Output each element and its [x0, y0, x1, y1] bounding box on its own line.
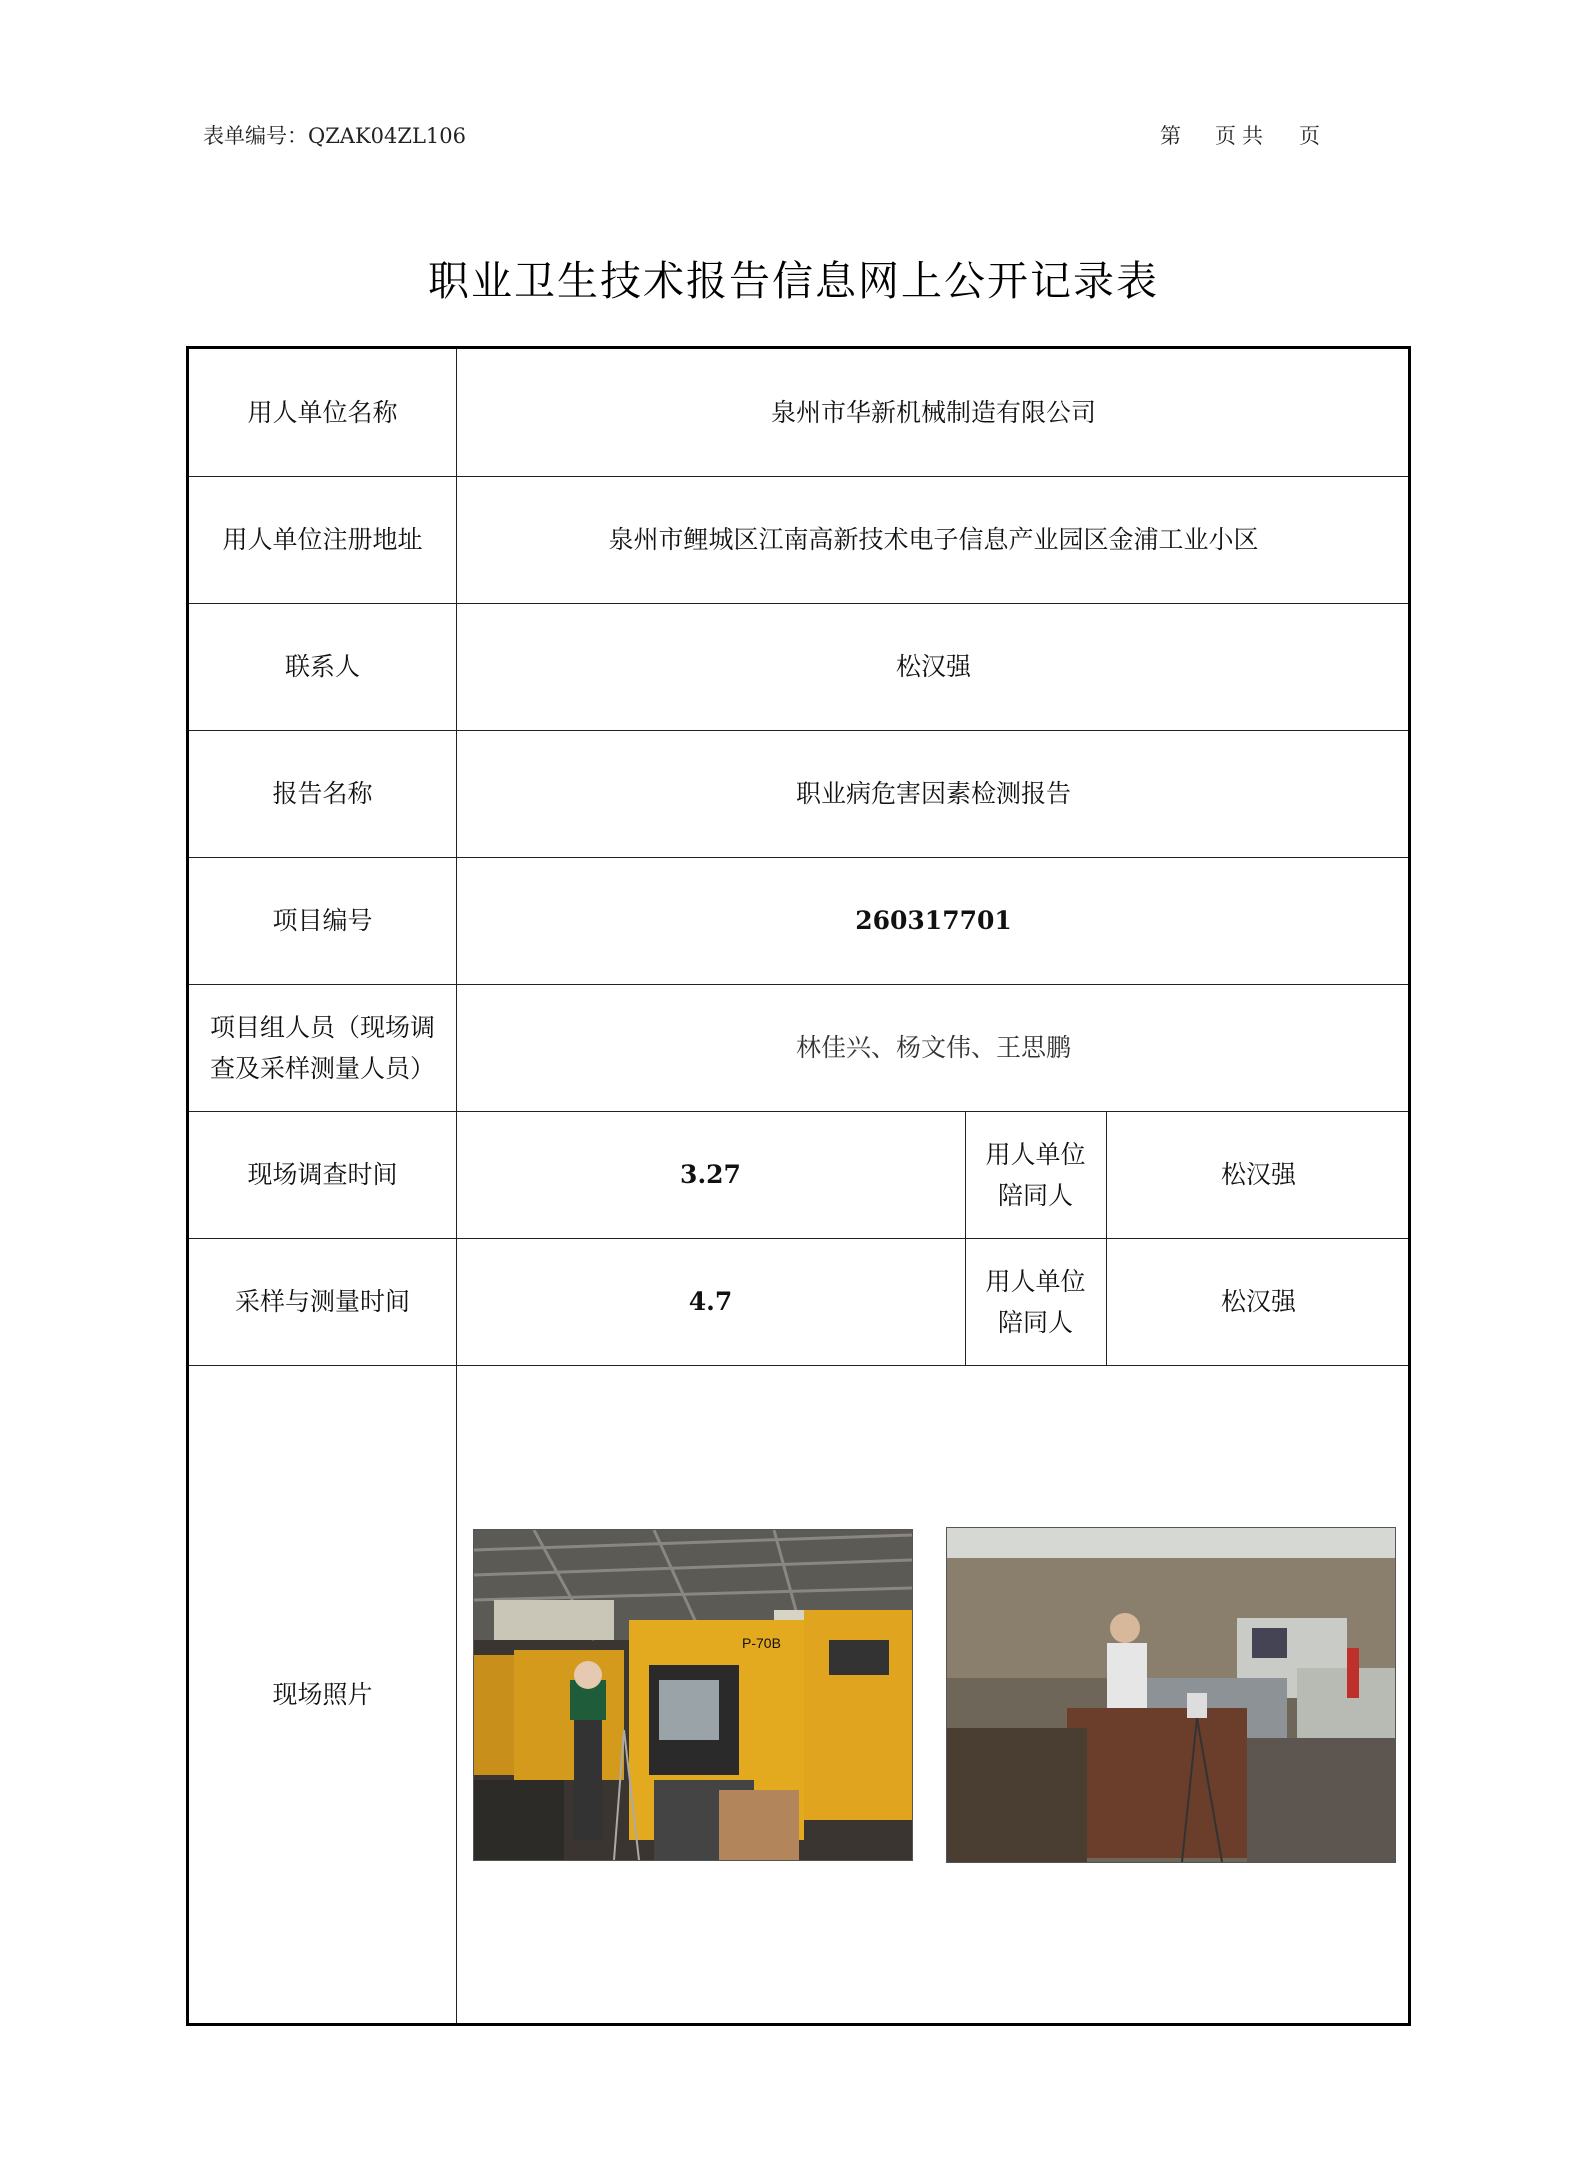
project-no-value: 260317701 [855, 906, 1012, 935]
survey-companion-label-line2: 陪同人 [997, 1180, 1073, 1210]
project-no-label: 项目编号 [272, 906, 373, 935]
sampling-time-value: 4.7 [688, 1287, 733, 1316]
site-photos-label: 现场照片 [272, 1679, 373, 1709]
page-label-1: 第 [1160, 124, 1181, 148]
page-number [1160, 120, 1320, 150]
sampling-companion-label-line1: 用人单位 [985, 1266, 1086, 1296]
contact-value: 松汉强 [895, 652, 971, 681]
workshop-photo-left [473, 1529, 913, 1861]
survey-time-value: 3.27 [680, 1160, 741, 1189]
survey-companion-label [965, 1111, 1106, 1238]
sampling-time-label: 采样与测量时间 [234, 1287, 410, 1316]
report-name-value: 职业病危害因素检测报告 [795, 779, 1071, 808]
employer-name-value: 泉州市华新机械制造有限公司 [770, 398, 1096, 427]
workshop-photo-right-image [947, 1528, 1395, 1862]
sampling-companion-value: 松汉强 [1220, 1287, 1296, 1316]
sampling-companion-label [965, 1238, 1106, 1365]
sampling-companion-label-line2: 陪同人 [997, 1307, 1073, 1337]
project-team-label-line2: 查及采样测量人员） [209, 1053, 435, 1083]
project-team-value: 林佳兴、杨文伟、王思鹏 [795, 1033, 1071, 1062]
survey-companion-label-line1: 用人单位 [985, 1139, 1086, 1169]
machine-model-label: P-70B [742, 1635, 781, 1651]
record-table [186, 346, 1411, 2026]
employer-address-label: 用人单位注册地址 [222, 525, 423, 554]
project-team-label [189, 984, 456, 1111]
contact-label: 联系人 [284, 652, 360, 681]
workshop-photo-left-image [474, 1530, 912, 1860]
page-label-3: 页 [1299, 124, 1320, 148]
workshop-photo-right [946, 1527, 1396, 1863]
page-title: 职业卫生技术报告信息网上公开记录表 [428, 257, 1159, 305]
form-code: 表单编号：QZAK04ZL106 [203, 124, 467, 148]
survey-time-label: 现场调查时间 [247, 1160, 398, 1189]
project-team-label-line1: 项目组人员（现场调 [209, 1012, 435, 1042]
survey-companion-value: 松汉强 [1220, 1160, 1296, 1189]
page-label-2: 页共 [1215, 124, 1269, 148]
employer-name-label: 用人单位名称 [247, 398, 398, 427]
employer-address-value: 泉州市鲤城区江南高新技术电子信息产业园区金浦工业小区 [608, 525, 1259, 554]
report-name-label: 报告名称 [272, 779, 373, 808]
